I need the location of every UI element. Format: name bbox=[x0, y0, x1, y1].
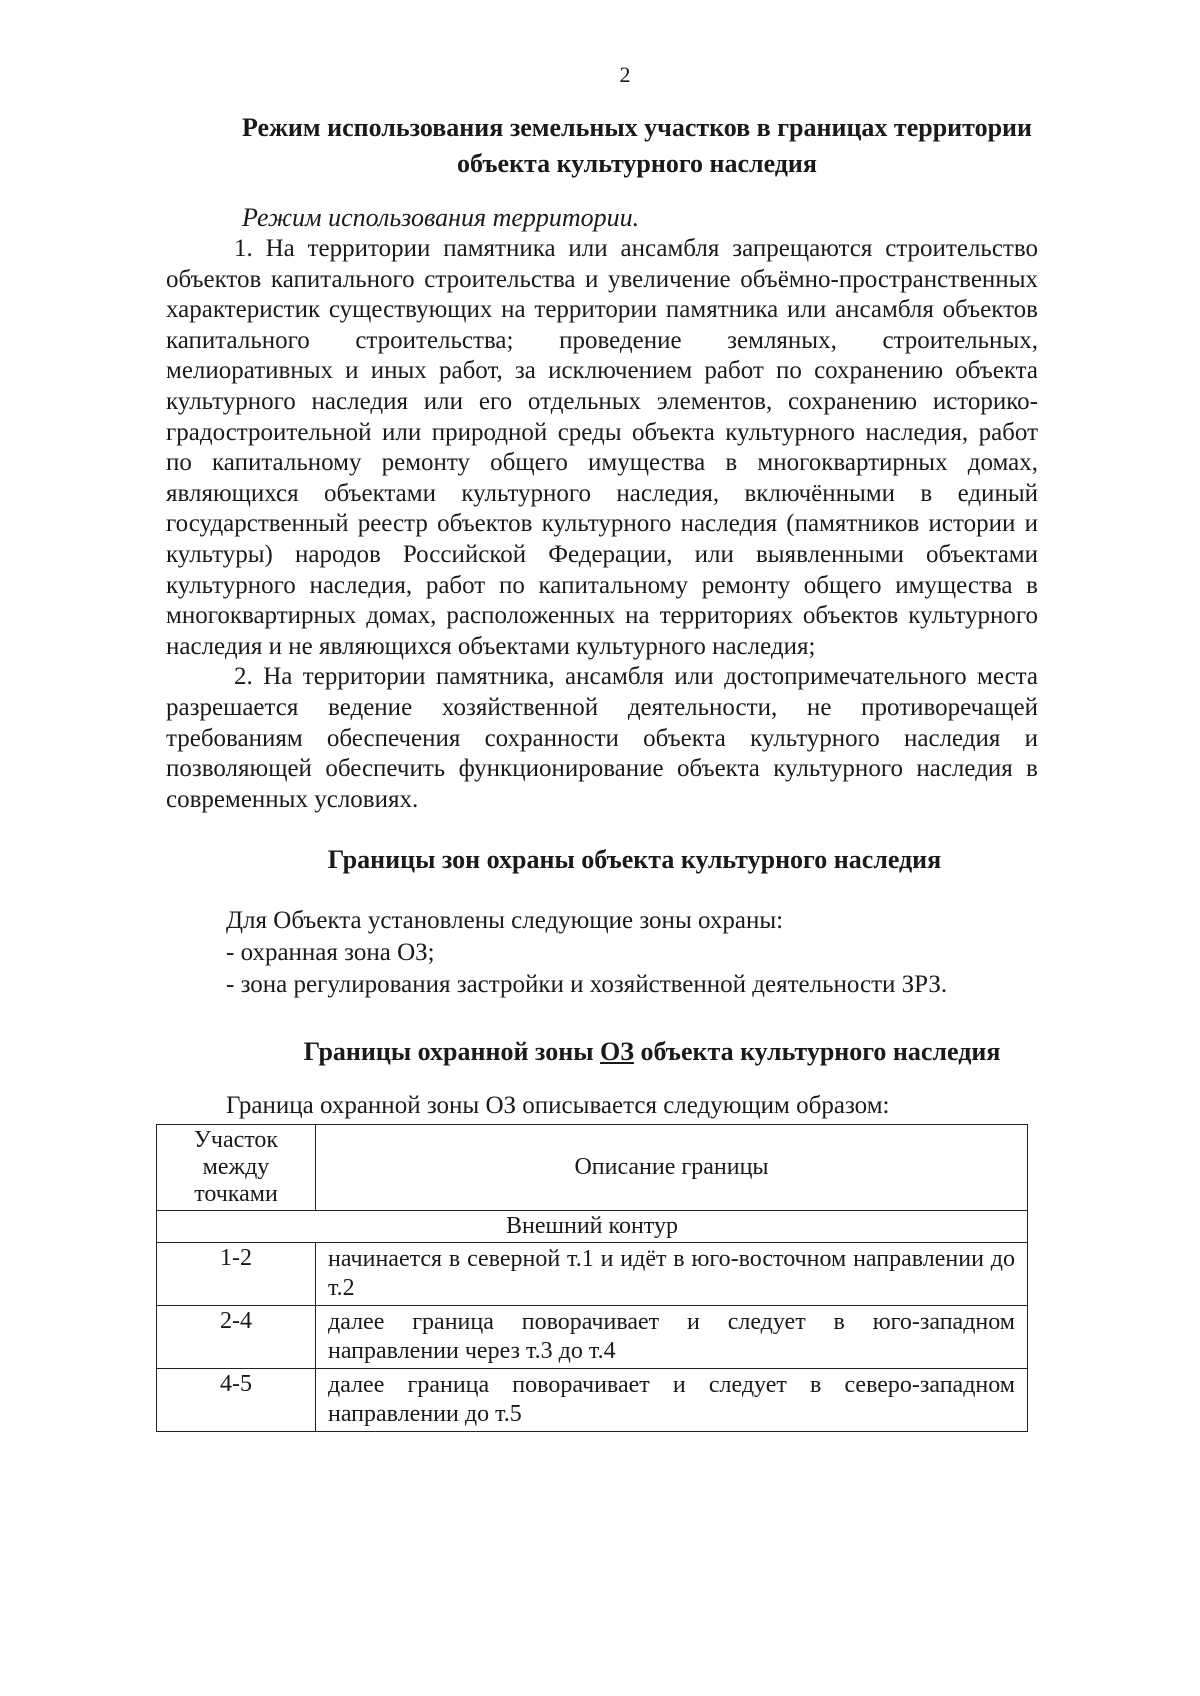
description-cell: далее граница поворачивает и следует в северо-западном направлении до т.5 bbox=[316, 1368, 1028, 1431]
header-segment: Участок между точками bbox=[157, 1124, 316, 1210]
description-cell: начинается в северной т.1 и идёт в юго-восточном направлении до т.2 bbox=[316, 1242, 1028, 1305]
zone-item: - зона регулирования застройки и хозяйственной деятельности ЗРЗ. bbox=[226, 971, 948, 999]
segment-cell: 1-2 bbox=[157, 1242, 316, 1305]
header-description: Описание границы bbox=[316, 1124, 1028, 1210]
table-subheader-row bbox=[157, 1210, 1028, 1242]
document-content bbox=[166, 110, 1038, 1432]
page-number: 2 bbox=[619, 62, 631, 87]
paragraph-2: 2. На территории памятника, ансамбля или достопримечательного места разрешается ведение хозяйственной деятельности, не противоречащей требованиям обеспечения сохранности объекта культурного наследия и позволяющей обеспечить функционирование объекта культурного наследия в современных условиях. bbox=[166, 663, 1038, 813]
section-2-title: Границы зон охраны объекта культурного наследия bbox=[327, 845, 942, 875]
section-3-title: Границы охранной зоны ОЗ объекта культурного наследия bbox=[303, 1037, 1001, 1067]
table-header-row bbox=[157, 1124, 1028, 1210]
table-row bbox=[157, 1368, 1028, 1431]
regime-heading: Режим использования территории. bbox=[242, 203, 640, 232]
subheader-outer-contour: Внешний контур bbox=[157, 1210, 1028, 1242]
segment-cell: 4-5 bbox=[157, 1368, 316, 1431]
paragraph-1: 1. На территории памятника или ансамбля запрещаются строительство объектов капитального строительства и увеличение объёмно-пространственных характеристик существующих на территории памятника или ансамбля объектов капитального строительства; проведение земляных, строительных, мелиоративных и иных работ, за исключением работ по сохранению объекта культурного наследия или его отдельных элементов, сохранению историко-градостроительной или природной среды объекта культурного наследия, работ по капитальному ремонту общего имущества в многоквартирных домах, являющихся объектами культурного наследия, включёнными в единый государственный реестр объектов культурного наследия (памятников истории и культуры) народов Российской Федерации, или выявленными объектами культурного наследия, работ по капитальному ремонту общего имущества в многоквартирных домах, расположенных на территориях объектов культурного наследия и не являющихся объектами культурного наследия; bbox=[166, 235, 1038, 660]
description-cell: далее граница поворачивает и следует в юго-западном направлении через т.3 до т.4 bbox=[316, 1305, 1028, 1368]
zone-item: - охранная зона ОЗ; bbox=[226, 939, 435, 967]
boundary-table bbox=[156, 1124, 1028, 1432]
zones-list bbox=[166, 905, 1038, 1001]
segment-cell: 2-4 bbox=[157, 1305, 316, 1368]
table-intro: Граница охранной зоны ОЗ описывается следующим образом: bbox=[226, 1092, 890, 1120]
document-title: Режим использования земельных участков в границах территории объекта культурного наследия bbox=[241, 113, 1032, 178]
zones-intro: Для Объекта установлены следующие зоны охраны: bbox=[226, 907, 784, 935]
table-row bbox=[157, 1242, 1028, 1305]
table-row bbox=[157, 1305, 1028, 1368]
zone-code: ОЗ bbox=[600, 1037, 634, 1067]
